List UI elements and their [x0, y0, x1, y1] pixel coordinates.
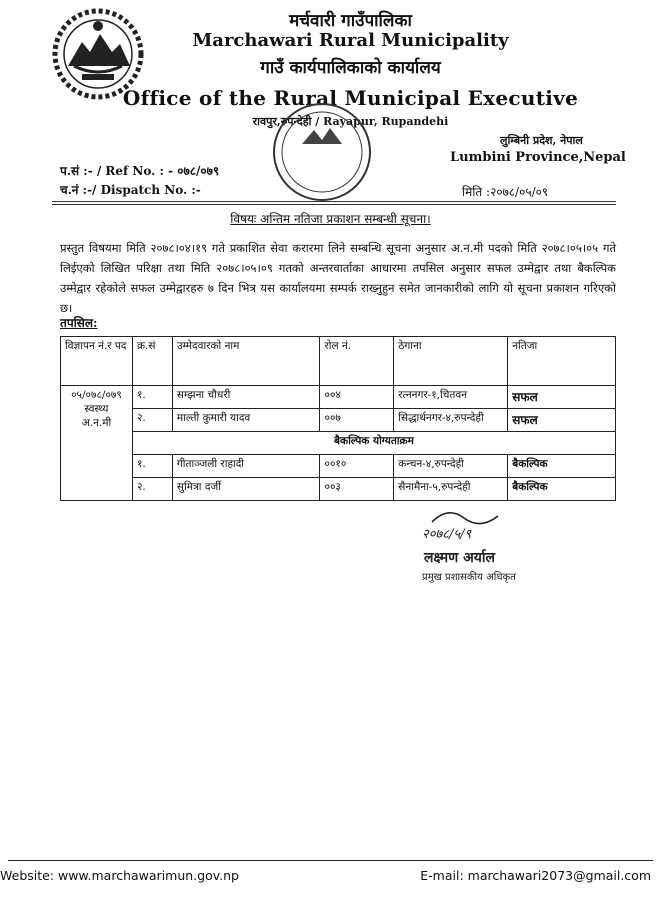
address-cell: रत्ननगर-१,चितवन	[394, 386, 508, 409]
office-stamp	[268, 100, 376, 204]
footer-website: Website: www.marchawarimun.gov.np	[0, 868, 239, 883]
table-row	[61, 478, 616, 501]
name-cell: सम्झना चौधरी	[172, 386, 320, 409]
notice-body: प्रस्तुत विषयमा मिति २०७८।०४।१९ गते प्रकाशित सेवा करारमा लिने सम्बन्धि सूचना अनुसार अ.न.मी पदको मिति २०७८।०५।०५ गते लिईएको लिखित परिक्षा तथा मिति २०७८।०५।०९ गतको अन्तरवार्ताका आधारमा तपसिल अनुसार सफल उम्मेद्वार तथा बैकल्पिक उम्मेद्वार रहेकोले सफल उम्मेद्वारहरु ७ दिन भित्र यस कार्यालयमा सम्पर्क राख्नुहुन समेत जानकारीको लागि यो सूचना प्रकाशन गरिएको छ।	[60, 241, 616, 315]
signatory-name: लक्ष्मण अर्याल	[424, 550, 496, 566]
notice-date: मिति :२०७८/०५/०९	[462, 185, 549, 199]
post-sub: अ.न.मी	[81, 417, 112, 429]
alternate-heading: बैकल्पिक योग्यताक्रम	[132, 432, 615, 455]
header-cell: उम्मेदवारको नाम	[172, 337, 320, 386]
office-name-np: गाउँ कार्यपालिकाको कार्यालय	[260, 58, 441, 78]
divider	[52, 201, 616, 202]
roll-cell: ००७	[320, 409, 394, 432]
roll-cell: ००१०	[320, 455, 394, 478]
result-cell: बैकल्पिक	[508, 478, 616, 501]
signatory-title: प्रमुख प्रशासकीय अधिकृत	[422, 572, 516, 583]
province-en: Lumbini Province,Nepal	[450, 150, 626, 165]
post-ref: ०५/०७८/०७९	[71, 389, 122, 401]
header-cell: रोल नं.	[320, 337, 394, 386]
footer-email: E-mail: marchawari2073@gmail.com	[420, 868, 651, 883]
divider	[52, 204, 616, 205]
name-cell: गीताञ्जली राहादी	[172, 455, 320, 478]
address-cell: सैनामैना-५,रुपन्देही	[394, 478, 508, 501]
table-row	[61, 386, 616, 409]
municipality-name-en: Marchawari Rural Municipality	[192, 30, 509, 51]
post-cell	[61, 386, 133, 501]
office-name-en: Office of the Rural Municipal Executive	[122, 86, 579, 110]
signature-date: २०७८/५/९	[422, 527, 472, 542]
subject-line	[0, 210, 661, 227]
address-cell: कन्चन-४,रुपन्देही	[394, 455, 508, 478]
results-table	[60, 336, 616, 501]
footer-divider	[8, 860, 653, 861]
municipality-name-np: मर्चवारी गाउँपालिका	[289, 11, 412, 31]
ref-number: प.सं :- / Ref No. : - ०७८/०७९	[60, 164, 220, 178]
header-cell: क्र.सं	[132, 337, 172, 386]
result-cell: बैकल्पिक	[508, 455, 616, 478]
dispatch-number: च.नं :-/ Dispatch No. :-	[60, 183, 201, 197]
roll-cell: ००४	[320, 386, 394, 409]
sn-cell: २.	[132, 409, 172, 432]
header-cell: नतिजा	[508, 337, 616, 386]
details-label: तपसिल:	[60, 316, 98, 330]
sn-cell: १.	[132, 386, 172, 409]
post-name: स्वस्थ्य	[84, 403, 109, 415]
province-np: लुम्बिनी प्रदेश, नेपाल	[500, 134, 583, 147]
name-cell: सुमित्रा दर्जी	[172, 478, 320, 501]
sn-cell: २.	[132, 478, 172, 501]
table-row	[61, 409, 616, 432]
roll-cell: ००३	[320, 478, 394, 501]
sn-cell: १.	[132, 455, 172, 478]
alternate-heading-row	[61, 432, 616, 455]
subject-text: विषयः अन्तिम नतिजा प्रकाशन सम्बन्धी सूचना।	[230, 212, 431, 226]
table-row	[61, 455, 616, 478]
header-cell: ठेगाना	[394, 337, 508, 386]
header-cell: विज्ञापन नं.र पद	[61, 337, 133, 386]
result-cell: सफल	[508, 386, 616, 409]
result-cell: सफल	[508, 409, 616, 432]
address-cell: सिद्धार्थनगर-४,रुपन्देही	[394, 409, 508, 432]
signature-block	[418, 502, 568, 592]
table-header-row	[61, 337, 616, 386]
office-location: रावपुर,रुपन्देही / Rayapur, Rupandehi	[252, 115, 449, 128]
name-cell: माल्ती कुमारी यादव	[172, 409, 320, 432]
